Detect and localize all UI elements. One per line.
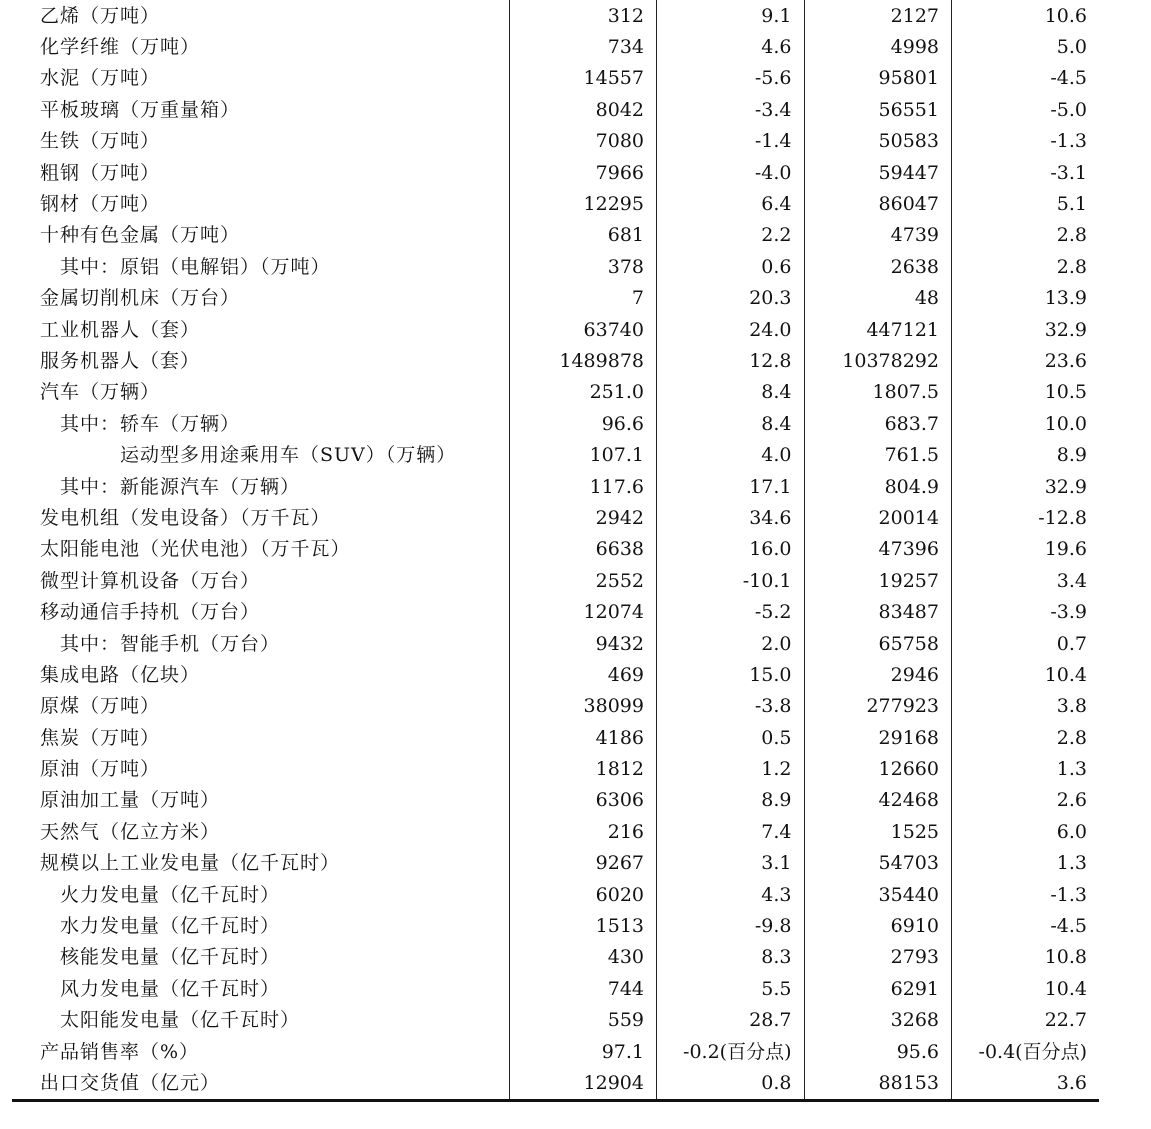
table-row (12, 471, 1099, 502)
cumulative-output-cell: 1525 (804, 816, 952, 847)
current-month-growth-cell: 28.7 (657, 1005, 805, 1036)
cumulative-growth-cell: -4.5 (952, 910, 1100, 941)
cumulative-growth-cell: 10.5 (952, 377, 1100, 408)
table-row (12, 439, 1099, 470)
current-month-output-cell: 14557 (509, 63, 657, 94)
row-label: 服务机器人（套） (40, 349, 201, 372)
current-month-growth-cell: -5.6 (657, 63, 805, 94)
row-label: 水力发电量（亿千瓦时） (60, 915, 281, 938)
cumulative-output-cell: 83487 (804, 596, 952, 627)
row-label: 太阳能发电量（亿千瓦时） (60, 1009, 301, 1032)
cumulative-output-cell: 19257 (804, 565, 952, 596)
table-row (12, 63, 1099, 94)
cumulative-growth-cell: 22.7 (952, 1005, 1100, 1036)
row-label: 其中：智能手机（万台） (60, 632, 281, 655)
current-month-growth-cell: 4.3 (657, 879, 805, 910)
current-month-output-cell: 6306 (509, 785, 657, 816)
current-month-growth-cell: 12.8 (657, 345, 805, 376)
cumulative-output-cell: 2638 (804, 251, 952, 282)
industrial-output-table (12, 0, 1099, 1102)
current-month-growth-cell: 2.0 (657, 628, 805, 659)
current-month-growth-cell: 20.3 (657, 283, 805, 314)
cumulative-growth-cell: 32.9 (952, 314, 1100, 345)
table-row (12, 502, 1099, 533)
row-label: 火力发电量（亿千瓦时） (60, 883, 281, 906)
current-month-output-cell: 1513 (509, 910, 657, 941)
table-row (12, 879, 1099, 910)
row-label: 产品销售率（%） (40, 1040, 200, 1063)
row-label: 发电机组（发电设备）（万千瓦） (40, 506, 331, 529)
cumulative-output-cell: 447121 (804, 314, 952, 345)
row-label: 原油加工量（万吨） (40, 789, 221, 812)
current-month-growth-cell: 0.5 (657, 722, 805, 753)
row-label: 金属切削机床（万台） (40, 287, 241, 310)
cumulative-output-cell: 2946 (804, 659, 952, 690)
current-month-output-cell: 681 (509, 220, 657, 251)
current-month-output-cell: 7 (509, 283, 657, 314)
row-label: 核能发电量（亿千瓦时） (60, 946, 281, 969)
row-label: 平板玻璃（万重量箱） (40, 98, 241, 121)
current-month-growth-cell: 1.2 (657, 753, 805, 784)
table-row (12, 0, 1099, 31)
cumulative-growth-cell: 10.0 (952, 408, 1100, 439)
row-label: 粗钢（万吨） (40, 161, 161, 184)
table-row (12, 973, 1099, 1004)
current-month-growth-cell: 15.0 (657, 659, 805, 690)
cumulative-growth-cell: 1.3 (952, 753, 1100, 784)
cumulative-growth-cell: 3.6 (952, 1067, 1100, 1100)
table-row (12, 785, 1099, 816)
table-row (12, 910, 1099, 941)
current-month-output-cell: 378 (509, 251, 657, 282)
table-row (12, 1036, 1099, 1067)
current-month-output-cell: 117.6 (509, 471, 657, 502)
current-month-growth-cell: 4.0 (657, 439, 805, 470)
current-month-output-cell: 1812 (509, 753, 657, 784)
cumulative-growth-cell: 2.8 (952, 220, 1100, 251)
row-label: 其中：新能源汽车（万辆） (60, 475, 301, 498)
current-month-growth-cell: 2.2 (657, 220, 805, 251)
current-month-output-cell: 12295 (509, 188, 657, 219)
current-month-output-cell: 6638 (509, 534, 657, 565)
cumulative-growth-cell: -3.9 (952, 596, 1100, 627)
table-body (12, 0, 1099, 1100)
current-month-output-cell: 4186 (509, 722, 657, 753)
cumulative-output-cell: 4739 (804, 220, 952, 251)
table-row (12, 691, 1099, 722)
table-row (12, 659, 1099, 690)
current-month-output-cell: 2552 (509, 565, 657, 596)
cumulative-growth-cell: 2.8 (952, 251, 1100, 282)
table-row (12, 94, 1099, 125)
row-label: 焦炭（万吨） (40, 726, 161, 749)
cumulative-growth-cell: -3.1 (952, 157, 1100, 188)
row-label: 汽车（万辆） (40, 381, 161, 404)
row-label: 出口交货值（亿元） (12, 1067, 509, 1100)
row-label: 集成电路（亿块） (40, 663, 201, 686)
cumulative-output-cell: 761.5 (804, 439, 952, 470)
current-month-growth-cell: 3.1 (657, 848, 805, 879)
table-row (12, 126, 1099, 157)
cumulative-output-cell: 42468 (804, 785, 952, 816)
cumulative-growth-cell: 19.6 (952, 534, 1100, 565)
cumulative-output-cell: 95.6 (804, 1036, 952, 1067)
current-month-output-cell: 7966 (509, 157, 657, 188)
table-row (12, 283, 1099, 314)
row-label: 运动型多用途乘用车（SUV）（万辆） (120, 444, 457, 467)
current-month-output-cell: 107.1 (509, 439, 657, 470)
row-label: 十种有色金属（万吨） (40, 224, 241, 247)
cumulative-output-cell: 2127 (804, 0, 952, 31)
row-label: 钢材（万吨） (40, 193, 161, 216)
cumulative-output-cell: 35440 (804, 879, 952, 910)
cumulative-output-cell: 48 (804, 283, 952, 314)
current-month-output-cell: 63740 (509, 314, 657, 345)
current-month-growth-cell: 4.6 (657, 31, 805, 62)
current-month-output-cell: 9267 (509, 848, 657, 879)
current-month-output-cell: 6020 (509, 879, 657, 910)
current-month-output-cell: 1489878 (509, 345, 657, 376)
cumulative-growth-cell: 3.8 (952, 691, 1100, 722)
current-month-output-cell: 312 (509, 0, 657, 31)
current-month-output-cell: 96.6 (509, 408, 657, 439)
current-month-growth-cell: -9.8 (657, 910, 805, 941)
current-month-growth-cell: -5.2 (657, 596, 805, 627)
cumulative-output-cell: 56551 (804, 94, 952, 125)
current-month-output-cell: 12074 (509, 596, 657, 627)
current-month-output-cell: 12904 (509, 1067, 657, 1100)
table-row (12, 848, 1099, 879)
table-row (12, 188, 1099, 219)
table-row (12, 942, 1099, 973)
cumulative-growth-cell: 32.9 (952, 471, 1100, 502)
table-row (12, 251, 1099, 282)
cumulative-growth-cell: -5.0 (952, 94, 1100, 125)
current-month-growth-cell: 0.8 (657, 1067, 805, 1100)
cumulative-output-cell: 86047 (804, 188, 952, 219)
cumulative-output-cell: 95801 (804, 63, 952, 94)
cumulative-output-cell: 6910 (804, 910, 952, 941)
cumulative-growth-cell: 2.6 (952, 785, 1100, 816)
cumulative-growth-cell: 1.3 (952, 848, 1100, 879)
cumulative-output-cell: 59447 (804, 157, 952, 188)
row-label: 太阳能电池（光伏电池）（万千瓦） (40, 538, 351, 561)
cumulative-growth-cell: 10.4 (952, 973, 1100, 1004)
cumulative-growth-cell: 10.4 (952, 659, 1100, 690)
current-month-output-cell: 9432 (509, 628, 657, 659)
table-row (12, 314, 1099, 345)
cumulative-output-cell: 47396 (804, 534, 952, 565)
cumulative-growth-cell: 2.8 (952, 722, 1100, 753)
cumulative-output-cell: 20014 (804, 502, 952, 533)
cumulative-output-cell: 10378292 (804, 345, 952, 376)
row-label: 其中：原铝（电解铝）（万吨） (60, 255, 331, 278)
cumulative-output-cell: 29168 (804, 722, 952, 753)
current-month-output-cell: 2942 (509, 502, 657, 533)
current-month-output-cell: 7080 (509, 126, 657, 157)
cumulative-growth-cell: -0.4(百分点) (952, 1036, 1100, 1067)
row-label: 乙烯（万吨） (40, 4, 161, 27)
table-row (12, 1005, 1099, 1036)
table-row (12, 534, 1099, 565)
table-row (12, 596, 1099, 627)
current-month-growth-cell: 7.4 (657, 816, 805, 847)
cumulative-output-cell: 12660 (804, 753, 952, 784)
current-month-growth-cell: -4.0 (657, 157, 805, 188)
current-month-output-cell: 734 (509, 31, 657, 62)
row-label: 化学纤维（万吨） (40, 36, 201, 59)
cumulative-output-cell: 65758 (804, 628, 952, 659)
cumulative-growth-cell: -12.8 (952, 502, 1100, 533)
table-row (12, 408, 1099, 439)
cumulative-growth-cell: 5.1 (952, 188, 1100, 219)
cumulative-output-cell: 2793 (804, 942, 952, 973)
cumulative-output-cell: 277923 (804, 691, 952, 722)
current-month-growth-cell: 24.0 (657, 314, 805, 345)
current-month-growth-cell: 0.6 (657, 251, 805, 282)
cumulative-output-cell: 4998 (804, 31, 952, 62)
current-month-growth-cell: 8.4 (657, 408, 805, 439)
current-month-output-cell: 38099 (509, 691, 657, 722)
row-label: 水泥（万吨） (40, 67, 161, 90)
current-month-output-cell: 430 (509, 942, 657, 973)
table-row (12, 1067, 1099, 1100)
cumulative-growth-cell: 23.6 (952, 345, 1100, 376)
cumulative-output-cell: 3268 (804, 1005, 952, 1036)
cumulative-growth-cell: 8.9 (952, 439, 1100, 470)
cumulative-growth-cell: -4.5 (952, 63, 1100, 94)
table-row (12, 31, 1099, 62)
current-month-growth-cell: -3.4 (657, 94, 805, 125)
current-month-output-cell: 251.0 (509, 377, 657, 408)
current-month-output-cell: 744 (509, 973, 657, 1004)
row-label: 工业机器人（套） (40, 318, 201, 341)
current-month-growth-cell: 9.1 (657, 0, 805, 31)
current-month-growth-cell: -1.4 (657, 126, 805, 157)
table-row (12, 157, 1099, 188)
current-month-growth-cell: -0.2(百分点) (657, 1036, 805, 1067)
row-label: 规模以上工业发电量（亿千瓦时） (40, 852, 341, 875)
cumulative-output-cell: 6291 (804, 973, 952, 1004)
cumulative-growth-cell: 5.0 (952, 31, 1100, 62)
table-row (12, 220, 1099, 251)
row-label: 天然气（亿立方米） (40, 820, 221, 843)
cumulative-growth-cell: 10.8 (952, 942, 1100, 973)
row-label: 生铁（万吨） (40, 130, 161, 153)
cumulative-growth-cell: 13.9 (952, 283, 1100, 314)
table-row (12, 753, 1099, 784)
current-month-output-cell: 559 (509, 1005, 657, 1036)
cumulative-growth-cell: 0.7 (952, 628, 1100, 659)
current-month-growth-cell: 6.4 (657, 188, 805, 219)
current-month-growth-cell: 8.4 (657, 377, 805, 408)
current-month-growth-cell: -10.1 (657, 565, 805, 596)
row-label: 原煤（万吨） (40, 695, 161, 718)
cumulative-growth-cell: 10.6 (952, 0, 1100, 31)
table-row (12, 565, 1099, 596)
row-label: 其中：轿车（万辆） (60, 412, 241, 435)
cumulative-output-cell: 50583 (804, 126, 952, 157)
table-row (12, 816, 1099, 847)
row-label: 移动通信手持机（万台） (40, 601, 261, 624)
cumulative-output-cell: 88153 (804, 1067, 952, 1100)
cumulative-output-cell: 1807.5 (804, 377, 952, 408)
current-month-growth-cell: -3.8 (657, 691, 805, 722)
current-month-output-cell: 216 (509, 816, 657, 847)
current-month-growth-cell: 16.0 (657, 534, 805, 565)
cumulative-growth-cell: 3.4 (952, 565, 1100, 596)
table-row (12, 345, 1099, 376)
row-label: 风力发电量（亿千瓦时） (60, 977, 281, 1000)
current-month-growth-cell: 17.1 (657, 471, 805, 502)
current-month-output-cell: 97.1 (509, 1036, 657, 1067)
current-month-output-cell: 469 (509, 659, 657, 690)
table-row (12, 377, 1099, 408)
cumulative-output-cell: 54703 (804, 848, 952, 879)
current-month-growth-cell: 5.5 (657, 973, 805, 1004)
cumulative-output-cell: 683.7 (804, 408, 952, 439)
current-month-growth-cell: 34.6 (657, 502, 805, 533)
cumulative-growth-cell: -1.3 (952, 879, 1100, 910)
row-label: 原油（万吨） (40, 758, 161, 781)
row-label: 微型计算机设备（万台） (40, 569, 261, 592)
cumulative-growth-cell: -1.3 (952, 126, 1100, 157)
table-row (12, 628, 1099, 659)
cumulative-output-cell: 804.9 (804, 471, 952, 502)
current-month-growth-cell: 8.9 (657, 785, 805, 816)
cumulative-growth-cell: 6.0 (952, 816, 1100, 847)
current-month-growth-cell: 8.3 (657, 942, 805, 973)
current-month-output-cell: 8042 (509, 94, 657, 125)
table-row (12, 722, 1099, 753)
